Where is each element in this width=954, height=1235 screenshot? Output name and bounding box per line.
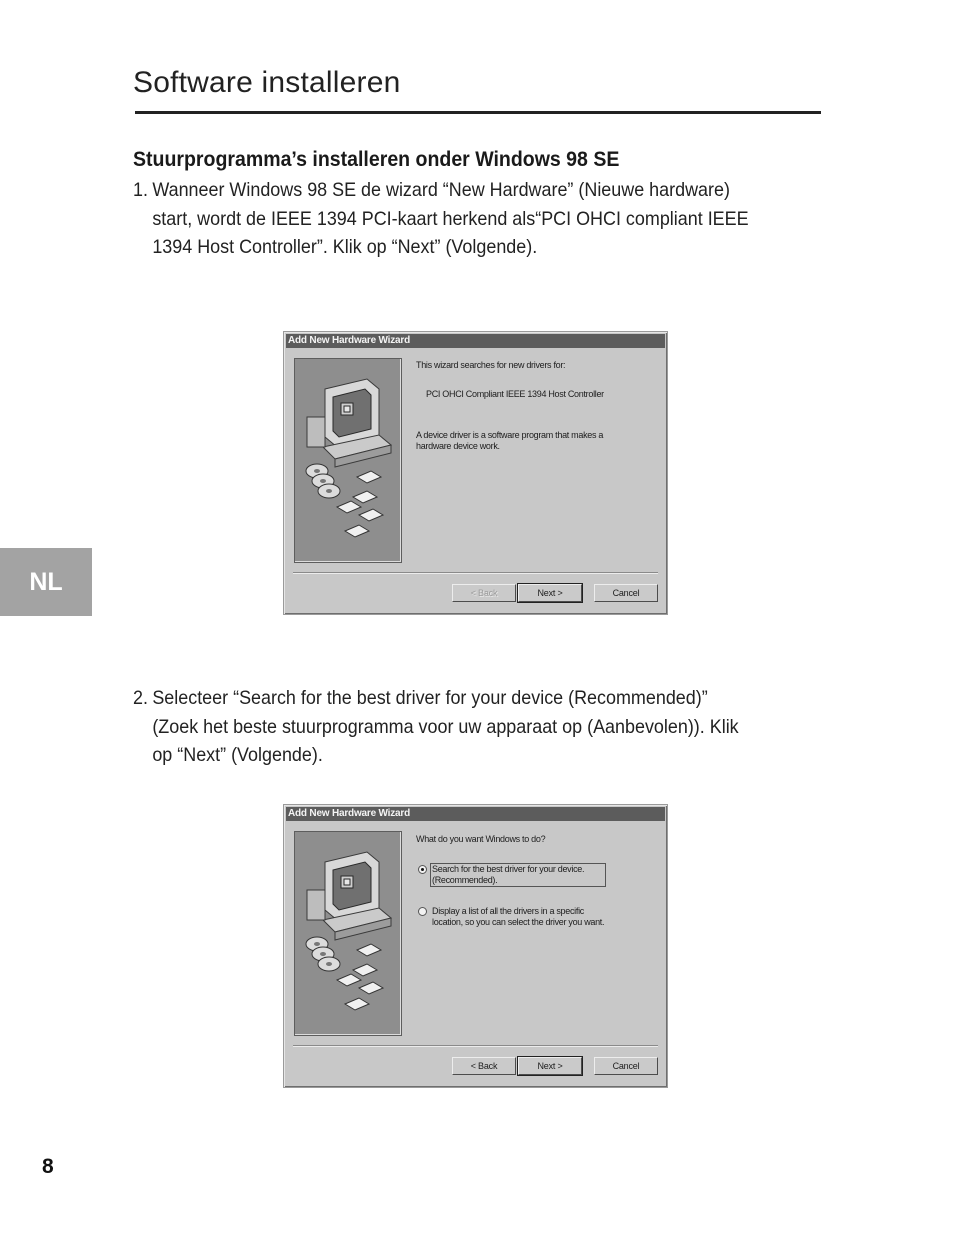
option-search-label[interactable]: (Recommended). (432, 875, 498, 885)
step-text-line: start, wordt de IEEE 1394 PCI-kaart herkend als“PCI OHCI compliant IEEE (152, 207, 749, 230)
next-button[interactable]: Next > (518, 1057, 582, 1075)
option-search-label[interactable]: Search for the best driver for your device. (432, 864, 585, 874)
step-text-line: 1394 Host Controller”. Klik op “Next” (Volgende). (152, 236, 538, 258)
computer-cd-illustration-icon (295, 359, 401, 562)
dialog-separator (293, 1045, 658, 1047)
page-number: 8 (42, 1155, 54, 1178)
wizard-illustration (294, 831, 402, 1036)
page-header: Software installeren (133, 66, 401, 99)
dialog-question: What do you want Windows to do? (416, 834, 546, 844)
dialog-separator (293, 572, 658, 574)
option-list-label[interactable]: Display a list of all the drivers in a specific (432, 906, 584, 916)
step-text-line: op “Next” (Volgende). (152, 744, 323, 766)
dialog-title-bar: Add New Hardware Wizard (286, 807, 665, 821)
option-list-label[interactable]: location, so you can select the driver you want. (432, 917, 605, 927)
wizard-dialog-screenshot-1 (283, 331, 668, 615)
step-number: 2. (133, 687, 148, 709)
wizard-illustration (294, 358, 402, 563)
dialog-description-line: hardware device work. (416, 441, 500, 451)
step-2 (133, 684, 795, 770)
radio-search-best-driver[interactable] (418, 865, 427, 874)
back-button[interactable]: < Back (452, 584, 516, 602)
next-button[interactable]: Next > (518, 584, 582, 602)
dialog-description-line: A device driver is a software program that makes a (416, 430, 604, 440)
section-title: Stuurprogramma’s installeren onder Windows 98 SE (133, 148, 620, 171)
step-text-line: Selecteer “Search for the best driver for your device (Recommended)” (152, 687, 708, 709)
dialog-intro-text: This wizard searches for new drivers for: (416, 360, 566, 370)
wizard-dialog-screenshot-2 (283, 804, 668, 1088)
computer-cd-illustration-icon (295, 832, 401, 1035)
language-tab: NL (0, 548, 92, 616)
step-number: 1. (133, 179, 148, 201)
header-rule (135, 111, 821, 114)
step-1 (133, 176, 795, 262)
step-text-line: Wanneer Windows 98 SE de wizard “New Hardware” (Nieuwe hardware) (152, 179, 730, 201)
cancel-button[interactable]: Cancel (594, 584, 658, 602)
dialog-title-bar: Add New Hardware Wizard (286, 334, 665, 348)
back-button[interactable]: < Back (452, 1057, 516, 1075)
device-name: PCI OHCI Compliant IEEE 1394 Host Controller (426, 389, 604, 399)
radio-display-list[interactable] (418, 907, 427, 916)
step-text-line: (Zoek het beste stuurprogramma voor uw apparaat op (Aanbevolen)). Klik (152, 715, 739, 738)
cancel-button[interactable]: Cancel (594, 1057, 658, 1075)
